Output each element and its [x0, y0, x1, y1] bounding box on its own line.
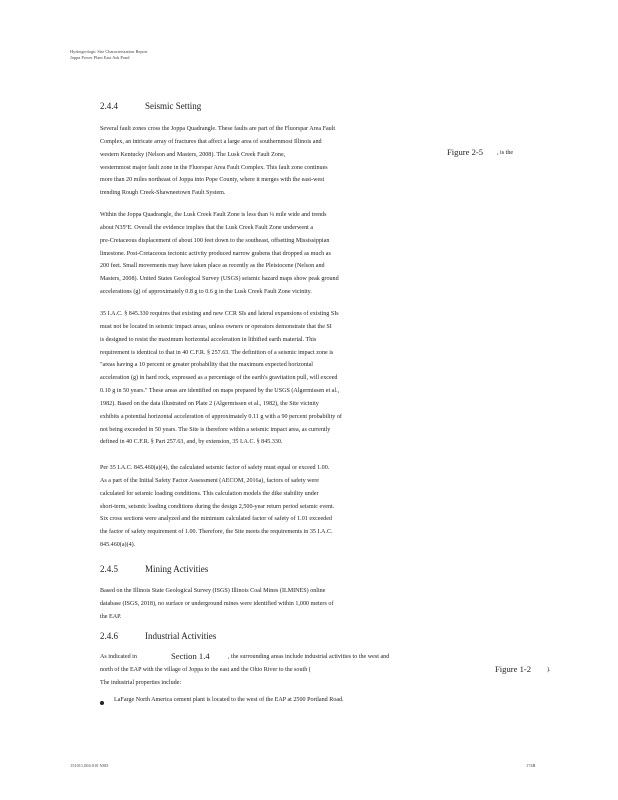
list-item: LaFarge North America cement plant is located to the west of the EAP at 2500 Portland Road. [114, 697, 344, 703]
text-line: short-term, seismic loading conditions during the design 2,500-year return period seismic event. [100, 503, 335, 510]
paragraph-fault-zones [100, 123, 390, 200]
header-site-name: Joppa Power Plant East Ash Pond [70, 55, 130, 60]
text-line: trending Rough Creek-Shawneetown Fault System. [100, 190, 226, 197]
section-1-4-link[interactable]: Section 1.4 [171, 651, 210, 661]
text-line: Within the Joppa Quadrangle, the Lusk Creek Fault Zone is less than ¼ mile wide and trends [100, 212, 327, 218]
text-line: Per 35 I.A.C. 845.460(a)(4), the calculated seismic factor of safety must equal or exceed 1.00. [100, 465, 330, 471]
text-line: 845.460(a)(4). [100, 542, 136, 549]
text-line: defined in 40 C.F.R. § Part 257.63, and, by extension, 35 I.A.C. § 845.330. [100, 439, 283, 446]
text-line: As a part of the Initial Safety Factor Assessment (AECOM, 2016a), factors of safety were [100, 477, 319, 484]
text-line: more than 20 miles northeast of Joppa into Pope County, where it merges with the east-west [100, 177, 325, 184]
section-number: 2.4.5 [100, 564, 118, 574]
section-number: 2.4.6 [100, 631, 118, 641]
text-line: 0.10 g in 50 years." These areas are identified on maps prepared by the USGS (Algermissen et al., [100, 388, 340, 395]
text-line: Masters, 2008). United States Geological Survey (USGS) seismic hazard maps show peak ground [100, 276, 339, 283]
running-header [70, 49, 147, 61]
text-line: database (ISGS, 2018), no surface or underground mines were identified within 1,000 meters of [100, 600, 334, 607]
text-line: must not be located in seismic impact areas, unless owners or operators demonstrate that the SI [100, 323, 332, 330]
text-line: acceleration (g) in hard rock, expressed as a percentage of the earth's gravitation pull, will exceed [100, 375, 338, 382]
text-line: "areas having a 10 percent or greater probability that the maximum expected horizontal [100, 362, 313, 369]
section-title: Mining Activities [145, 564, 209, 574]
header-report-title: Hydrogeologic Site Characterization Report [70, 49, 148, 54]
footer-page-number: 174R [526, 763, 536, 768]
text-line: western Kentucky (Nelson and Masters, 2008). The Lusk Creek Fault Zone, [100, 151, 286, 158]
text-line: Complex, an intricate array of fractures that affect a large area of southernmost Illinois and [100, 138, 322, 145]
text-line: not being exceeded in 50 years. The Site is therefore within a seismic impact area, as currently [100, 426, 331, 433]
paragraph-factor-of-safety [100, 462, 390, 552]
paragraph-mining [100, 585, 390, 624]
text-line: 1982). Based on the data illustrated on Plate 2 (Algermissen et al., 1982), the Site vicinity [100, 400, 319, 407]
section-heading-seismic-setting [100, 101, 201, 111]
section-title: Industrial Activities [145, 631, 217, 641]
text-line-end: ). [547, 667, 551, 673]
text-line: about N35ºE. Overall the evidence implies that the Lusk Creek Fault Zone underwent a [100, 224, 314, 231]
section-number: 2.4.4 [100, 101, 118, 111]
paragraph-lusk-creek [100, 209, 390, 299]
text-line: the EAP. [100, 613, 122, 620]
text-line: 35 I.A.C. § 845.330 requires that existing and new CCR SIs and lateral expansions of existing SIs [100, 311, 339, 317]
text-line: 200 feet. Small movements may have taken place as recently as the Pleistocene (Nelson and [100, 263, 325, 270]
text-line: Several fault zones cross the Joppa Quadrangle. These faults are part of the Fluorspar Area Fault [100, 126, 336, 132]
text-line: Six cross sections were analyzed and the minimum calculated factor of safety of 1.01 exceeded [100, 516, 332, 523]
text-line: accelerations (g) of approximately 0.8 g to 0.6 g in the Lusk Creek Fault Zone vicinity. [100, 289, 312, 296]
section-title: Seismic Setting [145, 101, 202, 111]
text-line: The industrial properties include: [100, 680, 182, 686]
section-heading-industrial-activities [100, 631, 216, 641]
text-line-prefix: As indicated in [100, 654, 137, 660]
text-line: westernmost major fault zone in the Fluorspar Area Fault Complex. This fault zone continues [100, 164, 328, 171]
text-line: requirement is identical to that in 40 C.F.R. § 257.63. The definition of a seismic impact zone is [100, 349, 334, 356]
text-line: limestone. Post-Cretaceous tectonic activity produced narrow grabens that dropped as much as [100, 250, 331, 257]
text-line: is designed to resist the maximum horizontal acceleration in lithified earth material. This [100, 336, 317, 343]
text-line-suffix: , the surrounding areas include industrial activities to the west and [228, 654, 390, 660]
figure-ref-suffix: , is the [497, 150, 514, 156]
paragraph-seismic-impact [100, 308, 390, 449]
figure-2-5-link[interactable]: Figure 2-5 [447, 147, 484, 157]
footer-document-id: 151011.004.010 NSD [70, 763, 109, 768]
text-line: calculated for seismic loading conditions. This calculation models the dike stability under [100, 490, 319, 497]
section-heading-mining-activities [100, 564, 208, 574]
text-line: north of the EAP with the village of Joppa to the east and the Ohio River to the south ( [100, 667, 311, 673]
text-line: Based on the Illinois State Geological Survey (ISGS) Illinois Coal Mines (ILMINES) online [100, 588, 326, 594]
bullet-icon [100, 701, 104, 705]
text-line: exhibits a potential horizontal acceleration of approximately 0.11 g with a 90 percent probability of [100, 413, 342, 420]
text-line: the factor of safety requirement of 1.00. Therefore, the Site meets the requirements in 35 I.A.C. [100, 529, 333, 536]
text-line: pre-Cretaceous displacement of about 100 feet down to the southeast, offsetting Mississippian [100, 237, 330, 244]
figure-1-2-link[interactable]: Figure 1-2 [495, 664, 532, 674]
